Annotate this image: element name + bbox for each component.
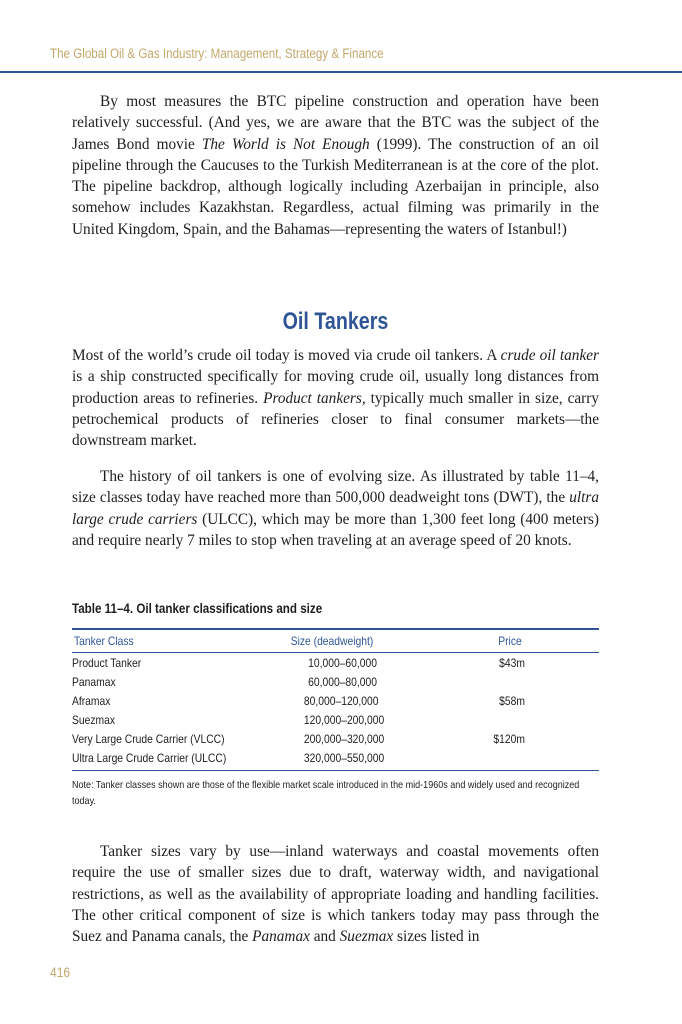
- table-row: [72, 751, 599, 770]
- table-top-rule: [72, 628, 599, 630]
- header-tanker-class: Tanker Class: [74, 634, 134, 648]
- header-price: Price: [498, 634, 522, 648]
- tankers-paragraph: [72, 345, 599, 451]
- cell-tanker-class: Aframax: [72, 694, 111, 708]
- cell-price: $120m: [493, 732, 525, 746]
- sizes-text-3: sizes listed in: [393, 928, 480, 946]
- history-text-2: (ULCC), which may be more than 1,300 feet long (400 meters) and require nearly 7 miles to stop when traveling at an average speed of 20 knots.: [72, 510, 599, 549]
- table-bottom-rule: [72, 770, 599, 771]
- cell-price: $58m: [499, 694, 525, 708]
- tankers-text-1: Most of the world’s crude oil today is moved via crude oil tankers. A: [72, 347, 501, 364]
- term-ulcc: ultra large crude carriers: [72, 489, 599, 528]
- section-heading-text: Oil Tankers: [282, 308, 389, 335]
- term-crude-oil-tanker: crude oil tanker: [500, 347, 599, 364]
- sizes-text-2: and: [309, 928, 340, 946]
- cell-size: 120,000–200,000: [303, 713, 385, 727]
- term-panamax: Panamax: [252, 928, 310, 946]
- header-size: Size (deadweight): [290, 634, 374, 648]
- cell-tanker-class: Ultra Large Crude Carrier (ULCC): [72, 751, 227, 765]
- history-paragraph: [72, 466, 599, 551]
- table-header-rule: [72, 652, 599, 653]
- table-row: [72, 675, 599, 694]
- history-text-1: The history of oil tankers is one of evolving size. As illustrated by table 11–4, size classes today have reached more than 500,000 deadweight tons (DWT), the: [72, 468, 599, 507]
- running-head: The Global Oil & Gas Industry: Management, Strategy & Finance: [50, 46, 384, 61]
- tankers-text-2: is a ship constructed specifically for moving crude oil, usually long distances from production areas to refineries.: [72, 368, 599, 407]
- table-row: [72, 656, 599, 675]
- cell-tanker-class: Suezmax: [72, 713, 116, 727]
- section-heading: [72, 308, 599, 336]
- page-number: 416: [50, 964, 71, 980]
- intro-text-1: By most measures the BTC pipeline construction and operation have been relatively successful. (And yes, we are aware that the BTC was the subject of the James Bond movie: [72, 93, 599, 153]
- cell-tanker-class: Very Large Crude Carrier (VLCC): [72, 732, 225, 746]
- table-row: [72, 732, 599, 751]
- header-rule: [0, 71, 682, 73]
- table-row: [72, 713, 599, 732]
- intro-paragraph: [72, 91, 599, 240]
- table-header-row: [72, 634, 599, 653]
- table-title: Table 11–4. Oil tanker classifications and size: [72, 601, 323, 616]
- table-row: [72, 694, 599, 713]
- movie-title: The World is Not Enough: [201, 135, 370, 153]
- intro-text-2: (1999). The construction of an oil pipeline through the Caucuses to the Turkish Mediterranean is at the core of the plot. The pipeline backdrop, although logically including Azerbaijan in principle, also somehow includes Kazakhstan. Regardless, actual filming was primarily in the United Kingdom, Spain, and the Bahamas—representing the waters of Istanbul!): [72, 135, 599, 238]
- cell-size: 320,000–550,000: [303, 751, 385, 765]
- term-suezmax: Suezmax: [339, 928, 394, 946]
- cell-price: $43m: [499, 656, 525, 670]
- table-note: Note: Tanker classes shown are those of the flexible market scale introduced in the mid-1960s and widely used and recognized today.: [72, 779, 580, 807]
- term-product-tankers: Product tankers: [263, 389, 362, 407]
- cell-tanker-class: Panamax: [72, 675, 116, 689]
- cell-size: 60,000–80,000: [308, 675, 377, 689]
- cell-tanker-class: Product Tanker: [72, 656, 142, 670]
- cell-size: 80,000–120,000: [303, 694, 379, 708]
- sizes-text-1: Tanker sizes vary by use—inland waterways and coastal movements often require the use of smaller sizes due to draft, waterway width, and navigational restrictions, as well as the availability of appropriate loading and handling facilities. The other critical component of size is which tankers today may pass through the Suez and Panama canals, the: [72, 843, 599, 946]
- tankers-text-3: , typically much smaller in size, carry petrochemical products of refineries closer to final consumer markets—the downstream market.: [72, 389, 599, 450]
- sizes-paragraph: [72, 841, 599, 947]
- cell-size: 200,000–320,000: [303, 732, 385, 746]
- cell-size: 10,000–60,000: [308, 656, 377, 670]
